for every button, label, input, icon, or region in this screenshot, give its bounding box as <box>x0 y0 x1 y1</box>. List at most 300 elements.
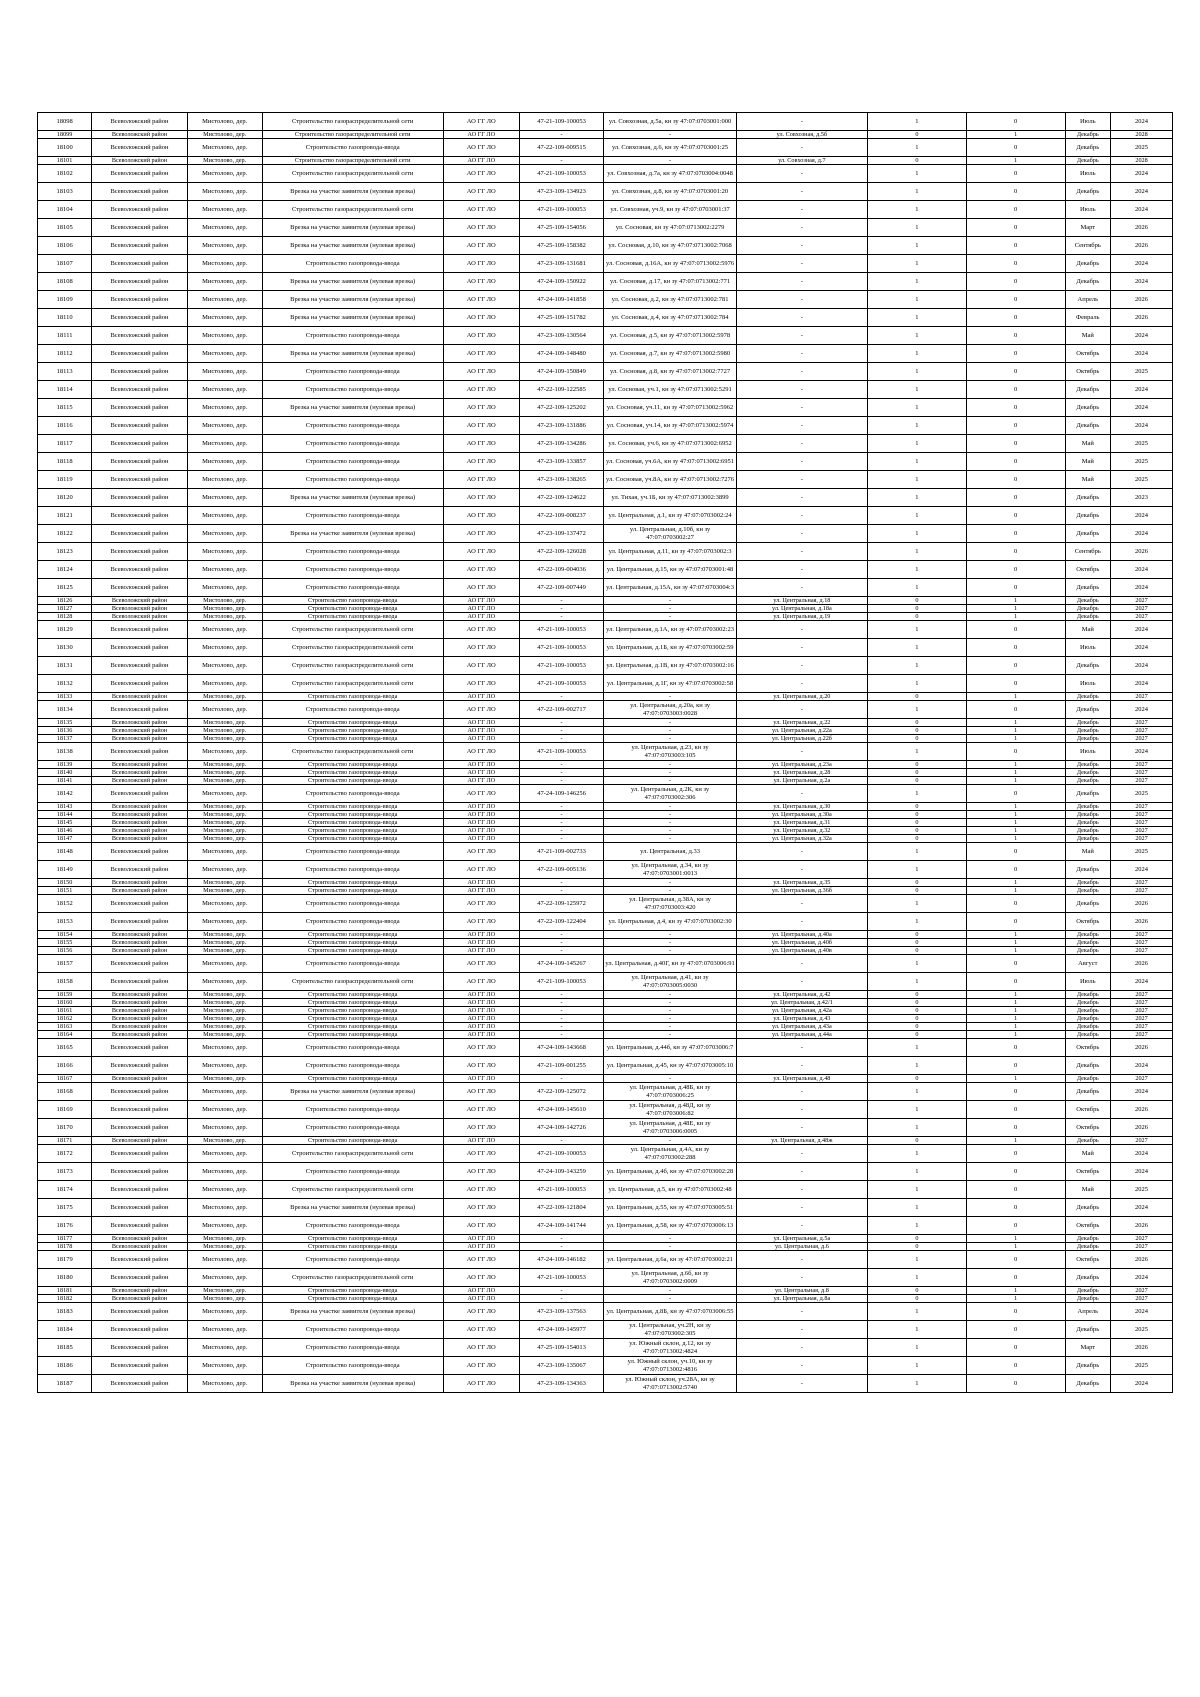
cell-settlement: Мистолово, дер. <box>187 579 262 597</box>
cell-id: 18117 <box>38 435 92 453</box>
cell-work: Строительство газопровода-ввода <box>262 613 443 621</box>
cell-permit: - <box>519 605 604 613</box>
cell-permit: - <box>519 1015 604 1023</box>
cell-year: 2024 <box>1111 1375 1173 1393</box>
cell-district: Всеволожский район <box>92 399 187 417</box>
cell-b: 0 <box>966 273 1065 291</box>
cell-org: АО ГГ ЛО <box>443 273 519 291</box>
cell-work: Строительство газопровода-ввода <box>262 769 443 777</box>
cell-a: 1 <box>868 417 967 435</box>
cell-id: 18123 <box>38 543 92 561</box>
cell-id: 18158 <box>38 973 92 991</box>
cell-b: 1 <box>966 887 1065 895</box>
cell-month: Декабрь <box>1065 1243 1111 1251</box>
cell-addr2: ул. Центральная, д.5а <box>736 1235 867 1243</box>
cell-address: - <box>604 693 736 701</box>
cell-work: Врезка на участке заявителя (нулевая врезка) <box>262 489 443 507</box>
cell-year: 2026 <box>1111 543 1173 561</box>
cell-id: 18103 <box>38 183 92 201</box>
table-row <box>38 1163 1173 1181</box>
cell-id: 18140 <box>38 769 92 777</box>
cell-a: 0 <box>868 131 967 139</box>
cell-a: 0 <box>868 835 967 843</box>
cell-address: ул. Совхозная, д.6, кн зу 47:07:0703001:25 <box>604 139 736 157</box>
cell-district: Всеволожский район <box>92 999 187 1007</box>
table-row <box>38 931 1173 939</box>
cell-b: 0 <box>966 489 1065 507</box>
cell-addr2: - <box>736 363 867 381</box>
cell-id: 18114 <box>38 381 92 399</box>
cell-address: ул. Центральная, д.58, кн зу 47:07:0703006:13 <box>604 1217 736 1235</box>
cell-org: АО ГГ ЛО <box>443 1375 519 1393</box>
table-row <box>38 1269 1173 1287</box>
cell-district: Всеволожский район <box>92 471 187 489</box>
cell-permit: 47-22-109-122585 <box>519 381 604 399</box>
table-row <box>38 1243 1173 1251</box>
cell-work: Врезка на участке заявителя (нулевая врезка) <box>262 1083 443 1101</box>
cell-address: ул. Центральная, д.1В, кн зу 47:07:0703002:16 <box>604 657 736 675</box>
cell-settlement: Мистолово, дер. <box>187 561 262 579</box>
cell-address: - <box>604 827 736 835</box>
cell-addr2: ул. Центральная, д.42 <box>736 991 867 999</box>
cell-id: 18116 <box>38 417 92 435</box>
cell-address: - <box>604 835 736 843</box>
cell-work: Строительство газопровода-ввода <box>262 761 443 769</box>
cell-month: Май <box>1065 435 1111 453</box>
cell-addr2: - <box>736 1163 867 1181</box>
cell-work: Строительство газопровода-ввода <box>262 701 443 719</box>
cell-org: АО ГГ ЛО <box>443 139 519 157</box>
cell-permit: 47-23-109-131681 <box>519 255 604 273</box>
cell-year: 2027 <box>1111 1287 1173 1295</box>
cell-address: ул. Центральная, д.4, кн зу 47:07:0703002:30 <box>604 913 736 931</box>
cell-org: АО ГГ ЛО <box>443 693 519 701</box>
cell-settlement: Мистолово, дер. <box>187 157 262 165</box>
cell-a: 1 <box>868 139 967 157</box>
cell-b: 0 <box>966 237 1065 255</box>
cell-work: Строительство газопровода-ввода <box>262 1101 443 1119</box>
cell-b: 1 <box>966 819 1065 827</box>
table-row <box>38 183 1173 201</box>
cell-month: Декабрь <box>1065 1321 1111 1339</box>
cell-addr2: - <box>736 1303 867 1321</box>
cell-month: Декабрь <box>1065 701 1111 719</box>
cell-work: Строительство газопровода-ввода <box>262 861 443 879</box>
cell-org: АО ГГ ЛО <box>443 507 519 525</box>
cell-a: 0 <box>868 1295 967 1303</box>
cell-district: Всеволожский район <box>92 947 187 955</box>
cell-address: ул. Сосновая, уч.14, кн зу 47:07:0713002:5974 <box>604 417 736 435</box>
cell-id: 18182 <box>38 1295 92 1303</box>
cell-settlement: Мистолово, дер. <box>187 139 262 157</box>
cell-a: 0 <box>868 1031 967 1039</box>
cell-address: ул. Центральная, д.48Е, кн зу 47:07:0703006:0005 <box>604 1119 736 1137</box>
cell-address: ул. Центральная, д.44б, кн зу 47:07:0703006:7 <box>604 1039 736 1057</box>
cell-org: АО ГГ ЛО <box>443 561 519 579</box>
cell-b: 0 <box>966 639 1065 657</box>
cell-district: Всеволожский район <box>92 1375 187 1393</box>
cell-year: 2025 <box>1111 1357 1173 1375</box>
cell-b: 0 <box>966 675 1065 693</box>
cell-permit: - <box>519 597 604 605</box>
cell-address: ул. Центральная, д.20а, кн зу 47:07:0703003:0028 <box>604 701 736 719</box>
cell-a: 1 <box>868 1119 967 1137</box>
cell-address: - <box>604 597 736 605</box>
cell-org: АО ГГ ЛО <box>443 1321 519 1339</box>
cell-addr2: ул. Центральная, д.44а <box>736 1031 867 1039</box>
cell-district: Всеволожский район <box>92 345 187 363</box>
cell-district: Всеволожский район <box>92 675 187 693</box>
cell-permit: - <box>519 1235 604 1243</box>
cell-settlement: Мистолово, дер. <box>187 113 262 131</box>
cell-month: Июль <box>1065 113 1111 131</box>
cell-a: 1 <box>868 913 967 931</box>
cell-addr2: - <box>736 489 867 507</box>
cell-settlement: Мистолово, дер. <box>187 973 262 991</box>
cell-address: ул. Совхозная, д.5а, кн зу 47:07:0703001:000 <box>604 113 736 131</box>
cell-org: АО ГГ ЛО <box>443 999 519 1007</box>
cell-permit: 47-23-109-134923 <box>519 183 604 201</box>
cell-a: 1 <box>868 843 967 861</box>
cell-settlement: Мистолово, дер. <box>187 803 262 811</box>
cell-b: 1 <box>966 879 1065 887</box>
cell-id: 18136 <box>38 727 92 735</box>
table-row <box>38 1287 1173 1295</box>
cell-address: - <box>604 613 736 621</box>
cell-id: 18179 <box>38 1251 92 1269</box>
table-row <box>38 435 1173 453</box>
table-row <box>38 1339 1173 1357</box>
cell-month: Август <box>1065 955 1111 973</box>
cell-org: АО ГГ ЛО <box>443 735 519 743</box>
cell-permit: 47-23-109-134363 <box>519 1375 604 1393</box>
cell-address: - <box>604 777 736 785</box>
cell-permit: 47-22-109-122404 <box>519 913 604 931</box>
cell-addr2: ул. Центральная, д.42а <box>736 1007 867 1015</box>
cell-addr2: - <box>736 273 867 291</box>
cell-b: 1 <box>966 931 1065 939</box>
cell-addr2: - <box>736 1057 867 1075</box>
cell-addr2: - <box>736 345 867 363</box>
cell-org: АО ГГ ЛО <box>443 973 519 991</box>
cell-month: Декабрь <box>1065 879 1111 887</box>
cell-work: Строительство газопровода-ввода <box>262 561 443 579</box>
cell-month: Июль <box>1065 675 1111 693</box>
cell-address: - <box>604 1075 736 1083</box>
cell-district: Всеволожский район <box>92 1031 187 1039</box>
cell-settlement: Мистолово, дер. <box>187 1083 262 1101</box>
cell-district: Всеволожский район <box>92 113 187 131</box>
cell-addr2: ул. Центральная, д.32а <box>736 835 867 843</box>
cell-work: Строительство газораспределительной сети <box>262 1145 443 1163</box>
cell-permit: - <box>519 947 604 955</box>
cell-addr2: ул. Центральная, д.22 <box>736 719 867 727</box>
cell-id: 18152 <box>38 895 92 913</box>
cell-month: Октябрь <box>1065 1039 1111 1057</box>
cell-b: 1 <box>966 719 1065 727</box>
cell-district: Всеволожский район <box>92 887 187 895</box>
cell-month: Декабрь <box>1065 1031 1111 1039</box>
table-row <box>38 1321 1173 1339</box>
cell-month: Июль <box>1065 973 1111 991</box>
cell-district: Всеволожский район <box>92 597 187 605</box>
cell-year: 2024 <box>1111 183 1173 201</box>
table-row <box>38 913 1173 931</box>
cell-address: ул. Сосновая, уч.1, кн зу 47:07:0713002:5291 <box>604 381 736 399</box>
cell-address: ул. Центральная, д.40Г, кн зу 47:07:0703006:91 <box>604 955 736 973</box>
cell-permit: 47-24-109-150922 <box>519 273 604 291</box>
cell-permit: - <box>519 719 604 727</box>
cell-id: 18100 <box>38 139 92 157</box>
cell-b: 0 <box>966 955 1065 973</box>
cell-a: 1 <box>868 291 967 309</box>
cell-id: 18120 <box>38 489 92 507</box>
cell-addr2: ул. Центральная, д.22б <box>736 735 867 743</box>
cell-id: 18107 <box>38 255 92 273</box>
cell-a: 1 <box>868 1083 967 1101</box>
cell-addr2: ул. Центральная, д.36б <box>736 887 867 895</box>
cell-month: Декабрь <box>1065 1137 1111 1145</box>
cell-address: ул. Центральная, д.10б, кн зу 47:07:0703002:27 <box>604 525 736 543</box>
cell-district: Всеволожский район <box>92 1163 187 1181</box>
cell-settlement: Мистолово, дер. <box>187 835 262 843</box>
cell-a: 1 <box>868 165 967 183</box>
cell-month: Октябрь <box>1065 1217 1111 1235</box>
cell-address: ул. Сосновая, д.2, кн зу 47:07:0713002:781 <box>604 291 736 309</box>
cell-settlement: Мистолово, дер. <box>187 1251 262 1269</box>
cell-a: 1 <box>868 785 967 803</box>
cell-permit: 47-23-109-137472 <box>519 525 604 543</box>
cell-permit: 47-22-109-005136 <box>519 861 604 879</box>
cell-settlement: Мистолово, дер. <box>187 291 262 309</box>
cell-month: Декабрь <box>1065 139 1111 157</box>
cell-b: 0 <box>966 1269 1065 1287</box>
table-row <box>38 507 1173 525</box>
cell-permit: 47-24-109-150849 <box>519 363 604 381</box>
cell-year: 2026 <box>1111 309 1173 327</box>
cell-b: 1 <box>966 1015 1065 1023</box>
cell-settlement: Мистолово, дер. <box>187 843 262 861</box>
cell-a: 0 <box>868 735 967 743</box>
cell-settlement: Мистолово, дер. <box>187 525 262 543</box>
cell-permit: 47-21-109-100053 <box>519 675 604 693</box>
cell-address: - <box>604 1287 736 1295</box>
cell-year: 2027 <box>1111 811 1173 819</box>
cell-id: 18184 <box>38 1321 92 1339</box>
cell-settlement: Мистолово, дер. <box>187 827 262 835</box>
cell-district: Всеволожский район <box>92 931 187 939</box>
table-row <box>38 843 1173 861</box>
cell-b: 0 <box>966 1217 1065 1235</box>
cell-a: 0 <box>868 1075 967 1083</box>
cell-a: 0 <box>868 1015 967 1023</box>
cell-settlement: Мистолово, дер. <box>187 879 262 887</box>
cell-org: АО ГГ ЛО <box>443 835 519 843</box>
cell-district: Всеволожский район <box>92 657 187 675</box>
cell-district: Всеволожский район <box>92 803 187 811</box>
cell-work: Строительство газопровода-ввода <box>262 1295 443 1303</box>
cell-a: 1 <box>868 1251 967 1269</box>
cell-org: АО ГГ ЛО <box>443 1007 519 1015</box>
cell-month: Декабрь <box>1065 1015 1111 1023</box>
cell-settlement: Мистолово, дер. <box>187 785 262 803</box>
cell-work: Врезка на участке заявителя (нулевая врезка) <box>262 1199 443 1217</box>
cell-permit: 47-25-109-154013 <box>519 1339 604 1357</box>
cell-settlement: Мистолово, дер. <box>187 1321 262 1339</box>
table-row <box>38 719 1173 727</box>
cell-id: 18160 <box>38 999 92 1007</box>
cell-year: 2024 <box>1111 743 1173 761</box>
cell-id: 18135 <box>38 719 92 727</box>
cell-permit: 47-25-109-151782 <box>519 309 604 327</box>
cell-a: 0 <box>868 597 967 605</box>
cell-year: 2025 <box>1111 453 1173 471</box>
cell-month: Декабрь <box>1065 157 1111 165</box>
cell-b: 1 <box>966 1137 1065 1145</box>
cell-permit: 47-21-109-100053 <box>519 1145 604 1163</box>
cell-work: Строительство газопровода-ввода <box>262 999 443 1007</box>
cell-work: Строительство газопровода-ввода <box>262 1217 443 1235</box>
cell-address: - <box>604 1023 736 1031</box>
cell-addr2: - <box>736 237 867 255</box>
cell-a: 1 <box>868 453 967 471</box>
cell-settlement: Мистолово, дер. <box>187 1119 262 1137</box>
cell-permit: 47-21-109-100053 <box>519 165 604 183</box>
table-row <box>38 165 1173 183</box>
cell-b: 1 <box>966 613 1065 621</box>
cell-year: 2024 <box>1111 639 1173 657</box>
cell-year: 2025 <box>1111 363 1173 381</box>
cell-work: Строительство газопровода-ввода <box>262 579 443 597</box>
cell-address: - <box>604 727 736 735</box>
cell-org: АО ГГ ЛО <box>443 675 519 693</box>
table-row <box>38 835 1173 843</box>
cell-a: 1 <box>868 675 967 693</box>
cell-year: 2025 <box>1111 1321 1173 1339</box>
cell-work: Строительство газопровода-ввода <box>262 597 443 605</box>
cell-addr2: - <box>736 183 867 201</box>
cell-permit: 47-24-109-143259 <box>519 1163 604 1181</box>
cell-org: АО ГГ ЛО <box>443 1251 519 1269</box>
cell-permit: - <box>519 613 604 621</box>
cell-district: Всеволожский район <box>92 613 187 621</box>
cell-work: Строительство газопровода-ввода <box>262 785 443 803</box>
cell-b: 1 <box>966 597 1065 605</box>
cell-year: 2027 <box>1111 827 1173 835</box>
cell-id: 18155 <box>38 939 92 947</box>
cell-id: 18149 <box>38 861 92 879</box>
cell-permit: 47-22-109-125972 <box>519 895 604 913</box>
cell-addr2: - <box>736 785 867 803</box>
cell-settlement: Мистолово, дер. <box>187 309 262 327</box>
cell-month: Декабрь <box>1065 769 1111 777</box>
cell-work: Строительство газопровода-ввода <box>262 1007 443 1015</box>
cell-addr2: - <box>736 913 867 931</box>
cell-year: 2024 <box>1111 417 1173 435</box>
cell-org: АО ГГ ЛО <box>443 931 519 939</box>
cell-settlement: Мистолово, дер. <box>187 399 262 417</box>
cell-year: 2027 <box>1111 999 1173 1007</box>
cell-work: Строительство газопровода-ввода <box>262 1243 443 1251</box>
table-row <box>38 785 1173 803</box>
cell-b: 0 <box>966 1181 1065 1199</box>
cell-year: 2026 <box>1111 219 1173 237</box>
cell-a: 0 <box>868 887 967 895</box>
cell-b: 0 <box>966 785 1065 803</box>
cell-settlement: Мистолово, дер. <box>187 895 262 913</box>
cell-settlement: Мистолово, дер. <box>187 947 262 955</box>
cell-district: Всеволожский район <box>92 237 187 255</box>
cell-permit: - <box>519 131 604 139</box>
cell-org: АО ГГ ЛО <box>443 879 519 887</box>
cell-org: АО ГГ ЛО <box>443 1083 519 1101</box>
cell-addr2: - <box>736 621 867 639</box>
cell-month: Октябрь <box>1065 1101 1111 1119</box>
table-row <box>38 201 1173 219</box>
cell-b: 0 <box>966 139 1065 157</box>
cell-district: Всеволожский район <box>92 453 187 471</box>
cell-settlement: Мистолово, дер. <box>187 1269 262 1287</box>
table-row <box>38 543 1173 561</box>
cell-org: АО ГГ ЛО <box>443 579 519 597</box>
cell-id: 18139 <box>38 761 92 769</box>
cell-addr2: - <box>736 1145 867 1163</box>
cell-district: Всеволожский район <box>92 1137 187 1145</box>
cell-month: Июль <box>1065 743 1111 761</box>
cell-org: АО ГГ ЛО <box>443 1357 519 1375</box>
cell-org: АО ГГ ЛО <box>443 657 519 675</box>
cell-org: АО ГГ ЛО <box>443 417 519 435</box>
cell-org: АО ГГ ЛО <box>443 777 519 785</box>
cell-address: - <box>604 879 736 887</box>
cell-work: Врезка на участке заявителя (нулевая врезка) <box>262 399 443 417</box>
cell-address: - <box>604 769 736 777</box>
cell-work: Строительство газопровода-ввода <box>262 1235 443 1243</box>
cell-address: ул. Сосновая, д.8, кн зу 47:07:0713002:7727 <box>604 363 736 381</box>
cell-id: 18178 <box>38 1243 92 1251</box>
cell-year: 2024 <box>1111 1199 1173 1217</box>
cell-month: Декабрь <box>1065 613 1111 621</box>
cell-work: Строительство газопровода-ввода <box>262 605 443 613</box>
cell-addr2: - <box>736 381 867 399</box>
cell-addr2: - <box>736 255 867 273</box>
cell-permit: - <box>519 777 604 785</box>
cell-org: АО ГГ ЛО <box>443 769 519 777</box>
cell-district: Всеволожский район <box>92 1303 187 1321</box>
cell-a: 1 <box>868 471 967 489</box>
table-row <box>38 1075 1173 1083</box>
cell-permit: 47-22-109-124622 <box>519 489 604 507</box>
table-row <box>38 769 1173 777</box>
cell-permit: - <box>519 1075 604 1083</box>
cell-district: Всеволожский район <box>92 1339 187 1357</box>
table-row <box>38 895 1173 913</box>
cell-id: 18111 <box>38 327 92 345</box>
cell-a: 1 <box>868 435 967 453</box>
cell-month: Декабрь <box>1065 605 1111 613</box>
cell-a: 1 <box>868 1039 967 1057</box>
cell-id: 18128 <box>38 613 92 621</box>
cell-district: Всеволожский район <box>92 913 187 931</box>
cell-settlement: Мистолово, дер. <box>187 701 262 719</box>
cell-org: АО ГГ ЛО <box>443 381 519 399</box>
cell-org: АО ГГ ЛО <box>443 1137 519 1145</box>
cell-org: АО ГГ ЛО <box>443 939 519 947</box>
cell-id: 18174 <box>38 1181 92 1199</box>
cell-year: 2027 <box>1111 719 1173 727</box>
cell-a: 0 <box>868 727 967 735</box>
cell-b: 1 <box>966 1287 1065 1295</box>
